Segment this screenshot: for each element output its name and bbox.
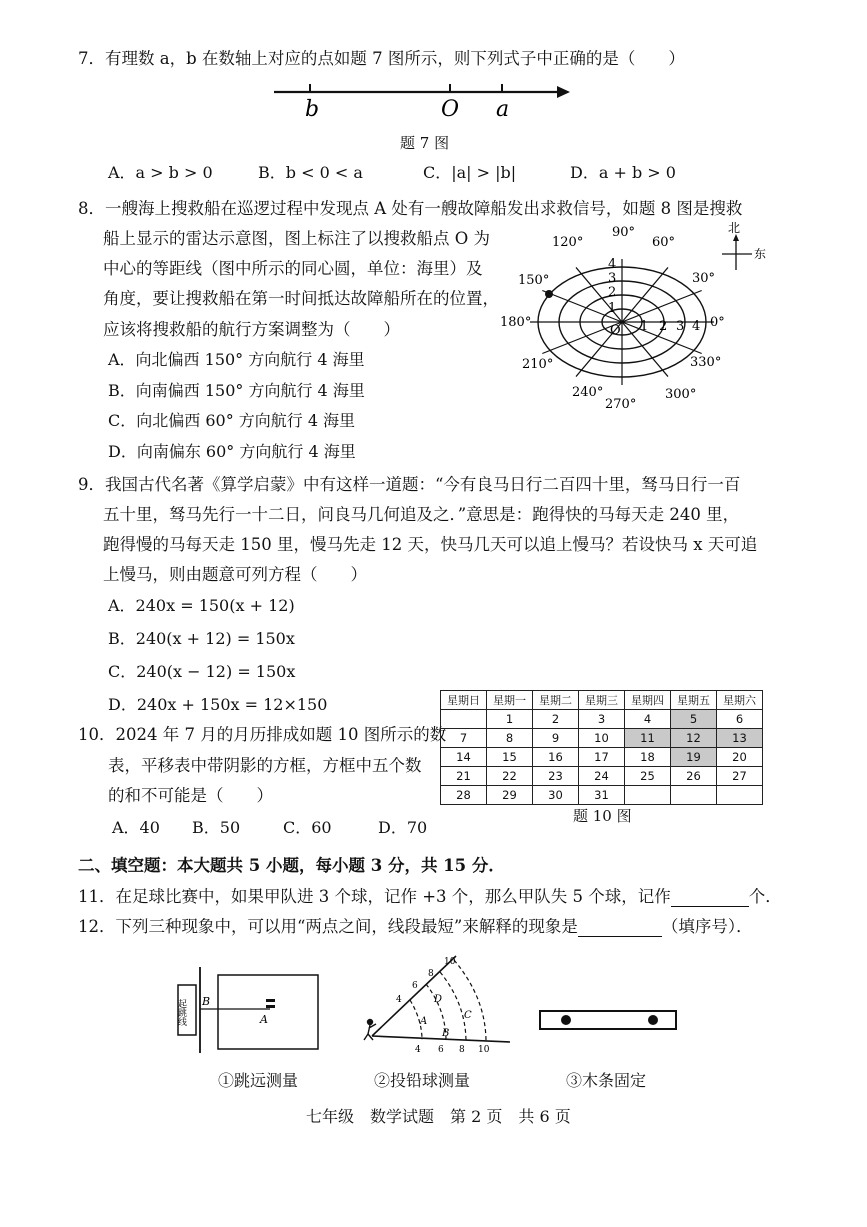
q8-radar-figure: [500, 222, 790, 417]
calendar-day-cell: [441, 710, 487, 729]
calendar-table: [440, 690, 763, 805]
q11-answer-blank[interactable]: [671, 906, 749, 907]
page-footer: 七年级 数学试题 第 2 页 共 6 页: [306, 1107, 571, 1126]
calendar-header-cell: 星期一: [487, 691, 533, 710]
q7-number-line: [270, 78, 580, 123]
calendar-day-cell: 18: [625, 748, 671, 767]
shot-point-b: B: [442, 1028, 450, 1039]
fig-wood-caption: ③木条固定: [566, 1071, 647, 1090]
fig-shot-measure: [360, 950, 520, 1058]
calendar-day-cell: 26: [671, 767, 717, 786]
calendar-day-cell: 28: [441, 786, 487, 805]
ring-label-3: 3: [676, 319, 685, 334]
shot-point-d: D: [434, 994, 443, 1005]
calendar-day-cell: 21: [441, 767, 487, 786]
fig-jump-caption: ①跳远测量: [218, 1071, 299, 1090]
q9-stem-line-3: 跑得慢的马每天走 150 里，慢马先走 12 天，快马几天可以追上慢马？若设快马 x 天可追: [103, 535, 758, 554]
shot-point-c: C: [464, 1010, 472, 1021]
q10-option-b: B．50: [192, 818, 241, 837]
q11-stem: [78, 883, 782, 907]
calendar-day-cell: 30: [533, 786, 579, 805]
q10-stem-line-1: 10．2024 年 7 月的月历排成如题 10 图所示的数: [78, 725, 447, 744]
fig-jump-measure: [178, 965, 328, 1057]
fig-shot-caption: ②投铅球测量: [374, 1071, 471, 1090]
section-2-title: 二、填空题：本大题共 5 小题，每小题 3 分，共 15 分．: [78, 856, 505, 875]
calendar-header-cell: 星期六: [717, 691, 763, 710]
radar-angle-label: 270°: [605, 397, 637, 412]
q9-stem-line-4: 上慢马，则由题意可列方程（ ）: [103, 565, 367, 584]
radar-angle-label: 0°: [710, 315, 725, 330]
shot-mark-4-top: 4: [396, 995, 402, 1005]
q7-option-a: A．a > b > 0: [108, 163, 213, 182]
calendar-day-cell: 3: [579, 710, 625, 729]
q7-label-b: b: [305, 97, 320, 122]
q8-option-d: D．向南偏东 60° 方向航行 4 海里: [108, 442, 356, 461]
q7-option-c: C．|a| > |b|: [423, 163, 517, 182]
compass-north: 北: [728, 221, 741, 235]
calendar-header-cell: 星期三: [579, 691, 625, 710]
q8-stem-line-1: 8．一艘海上搜救船在巡逻过程中发现点 A 处有一艘故障船发出求救信号，如题 8 图是搜救: [78, 199, 743, 218]
nail-left-icon: [561, 1015, 571, 1025]
q11-text-before: 11．在足球比赛中，如果甲队进 3 个球，记作 +3 个，那么甲队失 5 个球，记作: [78, 887, 671, 906]
calendar-row: [441, 786, 763, 805]
q8-option-b: B．向南偏西 150° 方向航行 4 海里: [108, 381, 365, 400]
calendar-day-cell: [671, 786, 717, 805]
nail-right-icon: [648, 1015, 658, 1025]
calendar-day-cell: 10: [579, 729, 625, 748]
q12-stem: [78, 913, 753, 937]
q8-stem-line-3: 中心的等距线（图中所示的同心圆，单位：海里）及: [103, 259, 483, 278]
calendar-day-cell: 24: [579, 767, 625, 786]
calendar-day-cell: 7: [441, 729, 487, 748]
ring-label-up-1: 1: [608, 301, 617, 316]
ring-label-up-3: 3: [608, 271, 617, 286]
q8-stem-line-4: 角度，要让搜救船在第一时间抵达故障船所在的位置，: [103, 289, 499, 308]
calendar-day-cell: [625, 786, 671, 805]
q9-stem-line-1: 9．我国古代名著《算学启蒙》中有这样一道题：“今有良马日行二百四十里，驽马日行一百: [78, 475, 741, 494]
calendar-day-cell: 23: [533, 767, 579, 786]
shot-mark-4-bottom: 4: [415, 1045, 421, 1055]
compass-rose: [722, 221, 766, 270]
calendar-day-cell: 31: [579, 786, 625, 805]
calendar-day-cell: 27: [717, 767, 763, 786]
thrower-icon: [364, 1020, 376, 1041]
calendar-header-cell: 星期二: [533, 691, 579, 710]
calendar-row: [441, 729, 763, 748]
jump-point-b: B: [202, 995, 211, 1008]
radar-spokes: [530, 259, 714, 385]
calendar-day-cell: 19: [671, 748, 717, 767]
q9-stem-line-2: 五十里，驽马先行一十二日，问良马几何追及之．”意思是：跑得快的马每天走 240 里，: [103, 505, 740, 524]
radar-angle-label: 90°: [612, 225, 636, 240]
jump-point-a: A: [260, 1013, 268, 1026]
shot-mark-10-top: 10: [444, 957, 456, 967]
radar-angle-label: 120°: [552, 235, 584, 250]
calendar-header-cell: 星期日: [441, 691, 487, 710]
q9-option-d: D．240x + 150x = 12×150: [108, 695, 328, 714]
calendar-day-cell: 11: [625, 729, 671, 748]
q8-stem-line-5: 应该将搜救船的航行方案调整为（ ）: [103, 320, 400, 339]
ring-label-4: 4: [692, 319, 701, 334]
q11-text-after: 个．: [748, 887, 782, 906]
ring-label-2: 2: [659, 319, 668, 334]
calendar-day-cell: 17: [579, 748, 625, 767]
q7-stem: 7．有理数 a，b 在数轴上对应的点如题 7 图所示，则下列式子中正确的是（ ）: [78, 49, 685, 68]
shot-mark-8-top: 8: [428, 969, 434, 979]
calendar-day-cell: 13: [717, 729, 763, 748]
jump-board-label: 起跳线: [176, 999, 186, 1026]
calendar-day-cell: 20: [717, 748, 763, 767]
q10-option-d: D．70: [378, 818, 428, 837]
q10-option-c: C．60: [283, 818, 332, 837]
calendar-day-cell: 12: [671, 729, 717, 748]
radar-angle-label: 240°: [572, 385, 604, 400]
fig-wood-strip: [538, 1008, 680, 1034]
calendar-table-wrapper: [440, 690, 763, 805]
q9-option-c: C．240(x − 12) = 150x: [108, 662, 296, 681]
q10-stem-line-3: 的和不可能是（ ）: [108, 786, 273, 805]
ring-label-1: 1: [640, 319, 649, 334]
q12-answer-blank[interactable]: [578, 936, 662, 937]
shot-mark-10-bottom: 10: [478, 1045, 490, 1055]
radar-angle-label: 150°: [518, 273, 550, 288]
q12-text-after: （填序号）．: [661, 917, 753, 936]
radar-origin-o: O: [610, 323, 621, 338]
calendar-day-cell: 16: [533, 748, 579, 767]
q12-text-before: 12．下列三种现象中，可以用“两点之间，线段最短”来解释的现象是: [78, 917, 578, 936]
ring-label-up-2: 2: [608, 285, 617, 300]
calendar-day-cell: 14: [441, 748, 487, 767]
calendar-day-cell: [717, 786, 763, 805]
calendar-day-cell: 29: [487, 786, 533, 805]
shot-mark-8-bottom: 8: [459, 1045, 465, 1055]
radar-angle-label: 300°: [665, 387, 697, 402]
calendar-day-cell: 1: [487, 710, 533, 729]
q7-label-o: O: [441, 97, 460, 122]
radar-angle-label: 30°: [692, 271, 716, 286]
compass-east: 东: [754, 247, 767, 261]
calendar-header-cell: 星期四: [625, 691, 671, 710]
calendar-row: [441, 748, 763, 767]
q10-caption: 题 10 图: [573, 807, 632, 825]
shot-mark-6-bottom: 6: [438, 1045, 444, 1055]
q8-option-c: C．向北偏西 60° 方向航行 4 海里: [108, 411, 356, 430]
q9-option-b: B．240(x + 12) = 150x: [108, 629, 295, 648]
radar-angle-label: 210°: [522, 357, 554, 372]
radar-angle-label: 60°: [652, 235, 676, 250]
calendar-header-cell: 星期五: [671, 691, 717, 710]
q7-label-a: a: [496, 97, 510, 122]
q8-stem-line-2: 船上显示的雷达示意图，图上标注了以搜救船点 O 为: [103, 229, 491, 248]
q10-option-a: A．40: [112, 818, 160, 837]
q7-option-b: B．b < 0 < a: [258, 163, 363, 182]
shot-point-a: A: [420, 1016, 428, 1027]
calendar-day-cell: 4: [625, 710, 671, 729]
calendar-day-cell: 2: [533, 710, 579, 729]
calendar-day-cell: 5: [671, 710, 717, 729]
calendar-row: [441, 710, 763, 729]
shot-mark-6-top: 6: [412, 981, 418, 991]
calendar-day-cell: 8: [487, 729, 533, 748]
q7-option-d: D．a + b > 0: [570, 163, 676, 182]
calendar-day-cell: 9: [533, 729, 579, 748]
calendar-day-cell: 25: [625, 767, 671, 786]
q8-option-a: A．向北偏西 150° 方向航行 4 海里: [108, 350, 365, 369]
radar-spoke: [622, 291, 702, 323]
calendar-day-cell: 22: [487, 767, 533, 786]
calendar-row: [441, 767, 763, 786]
q9-option-a: A．240x = 150(x + 12): [108, 596, 295, 615]
radar-angle-label: 330°: [690, 355, 722, 370]
calendar-day-cell: 15: [487, 748, 533, 767]
q7-caption: 题 7 图: [400, 134, 450, 152]
radar-angle-label: 180°: [500, 315, 532, 330]
q10-stem-line-2: 表，平移表中带阴影的方框，方框中五个数: [108, 756, 422, 775]
calendar-day-cell: 6: [717, 710, 763, 729]
point-a-marker: [545, 290, 553, 298]
ring-label-up-4: 4: [608, 257, 617, 272]
